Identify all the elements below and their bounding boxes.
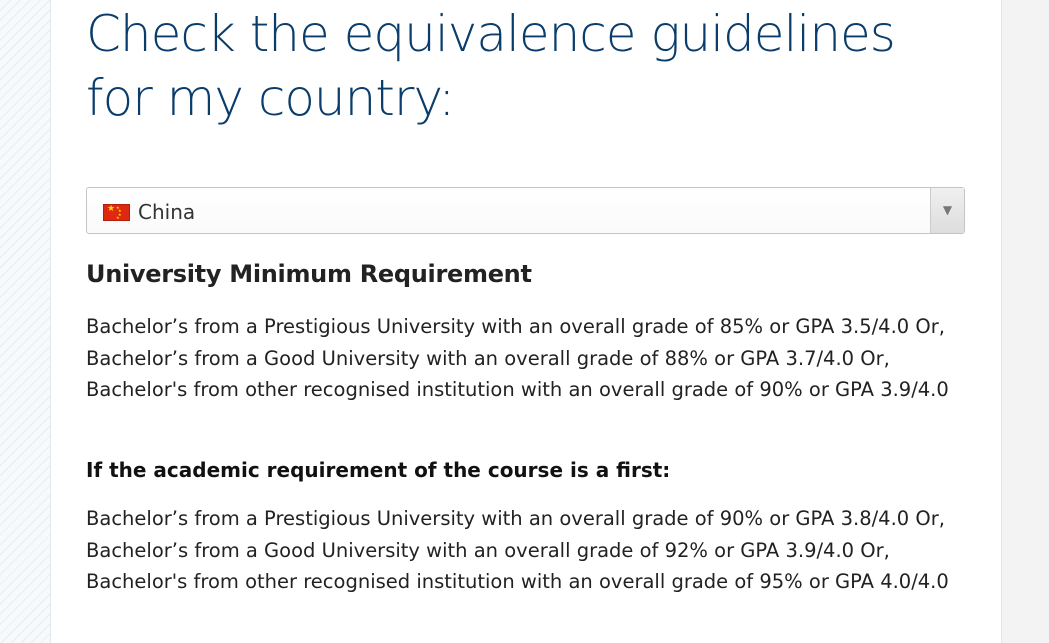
minimum-requirement-text: Bachelor’s from a Prestigious University with an overall grade of 85% or GPA 3.5/4.0 Or, Bachelor’s from a Good University with an overall grade of 88% or GPA 3.7/4.0 Or, Bachelor's from other recognised institution with an overall grade of 90% or GPA 3.9/4.0	[86, 315, 949, 401]
left-decorative-stripe	[0, 0, 51, 643]
country-select[interactable]	[86, 187, 965, 234]
main-content	[86, 0, 966, 593]
chevron-down-icon[interactable]: ▼	[930, 188, 964, 233]
country-select-value: China	[138, 200, 196, 224]
page-title: Check the equivalence guidelines for my country:	[86, 5, 895, 127]
requirement-heading: University Minimum Requirement	[86, 260, 532, 288]
china-flag-icon: ★ ★ ★ ★ ★	[103, 204, 130, 221]
first-requirement-text: Bachelor’s from a Prestigious University with an overall grade of 90% or GPA 3.8/4.0 Or, Bachelor’s from a Good University with an overall grade of 92% or GPA 3.9/4.0 Or, Bachelor's from other recognised institution with an overall grade of 95% or GPA 4.0/4.0	[86, 507, 949, 593]
right-side-panel	[1001, 0, 1049, 643]
first-requirement-heading: If the academic requirement of the course is a first:	[86, 458, 671, 482]
